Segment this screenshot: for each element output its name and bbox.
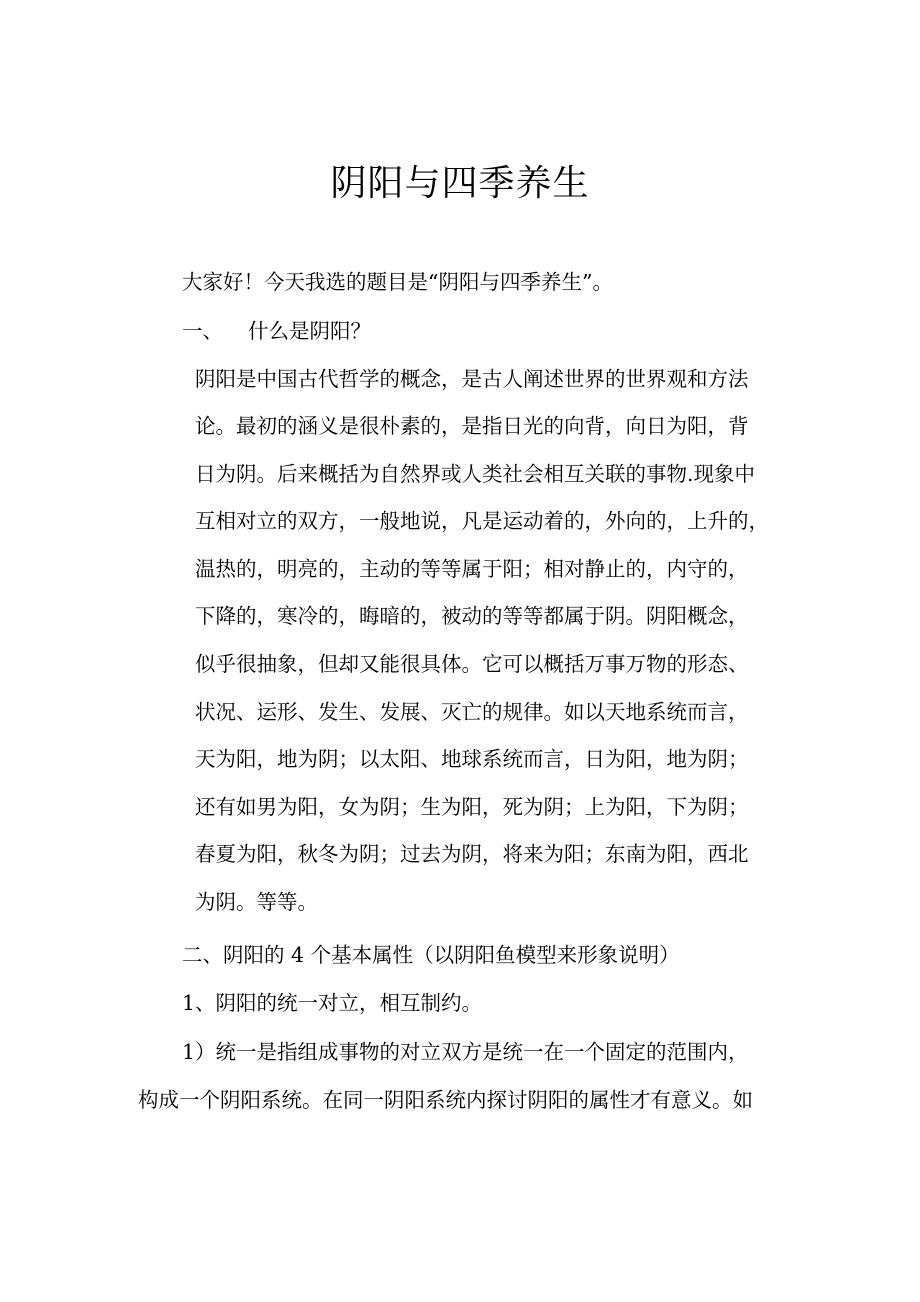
body-line: 论。最初的涵义是很朴素的，是指日光的向背，向日为阳，背	[195, 414, 749, 438]
body-line: 互相对立的双方，一般地说，凡是运动着的，外向的，上升的，	[195, 509, 769, 533]
body-line: 天为阳，地为阴；以太阳、地球系统而言，日为阳，地为阴；	[195, 747, 749, 771]
document-title: 阴阳与四季养生	[330, 163, 590, 204]
section2-subheading: 1、阴阳的统一对立，相互制约。	[182, 991, 483, 1015]
body-line: 阴阳是中国古代哲学的概念，是古人阐述世界的世界观和方法	[195, 367, 749, 391]
section2-paragraph-line: 构成一个阴阳系统。在同一阴阳系统内探讨阴阳的属性才有意义。如	[138, 1088, 753, 1112]
section1-heading	[182, 316, 371, 346]
body-line: 还有如男为阳，女为阴；生为阳，死为阴；上为阳，下为阴；	[195, 795, 749, 819]
body-line: 温热的，明亮的，主动的等等属于阳；相对静止的，内守的，	[195, 557, 749, 581]
intro-paragraph: 大家好！今天我选的题目是“阴阳与四季养生”。	[182, 270, 613, 294]
section2-heading: 二、阴阳的 4 个基本属性（以阴阳鱼模型来形象说明）	[182, 943, 680, 967]
body-line: 状况、运形、发生、发展、灭亡的规律。如以天地系统而言，	[195, 700, 749, 724]
section2-paragraph-line: 1）统一是指组成事物的对立双方是统一在一个固定的范围内，	[182, 1040, 749, 1064]
section1-number: 一、	[182, 319, 223, 343]
section1-heading-text: 什么是阴阳？	[248, 319, 371, 343]
body-line: 春夏为阳，秋冬为阴；过去为阴，将来为阳；东南为阳，西北	[195, 842, 749, 866]
body-line: 为阴。等等。	[195, 890, 318, 914]
body-line: 日为阴。后来概括为自然界或人类社会相互关联的事物.现象中	[195, 462, 756, 486]
body-line: 下降的，寒冷的，晦暗的，被动的等等都属于阴。阴阳概念，	[195, 604, 749, 628]
body-line: 似乎很抽象，但却又能很具体。它可以概括万事万物的形态、	[195, 652, 749, 676]
